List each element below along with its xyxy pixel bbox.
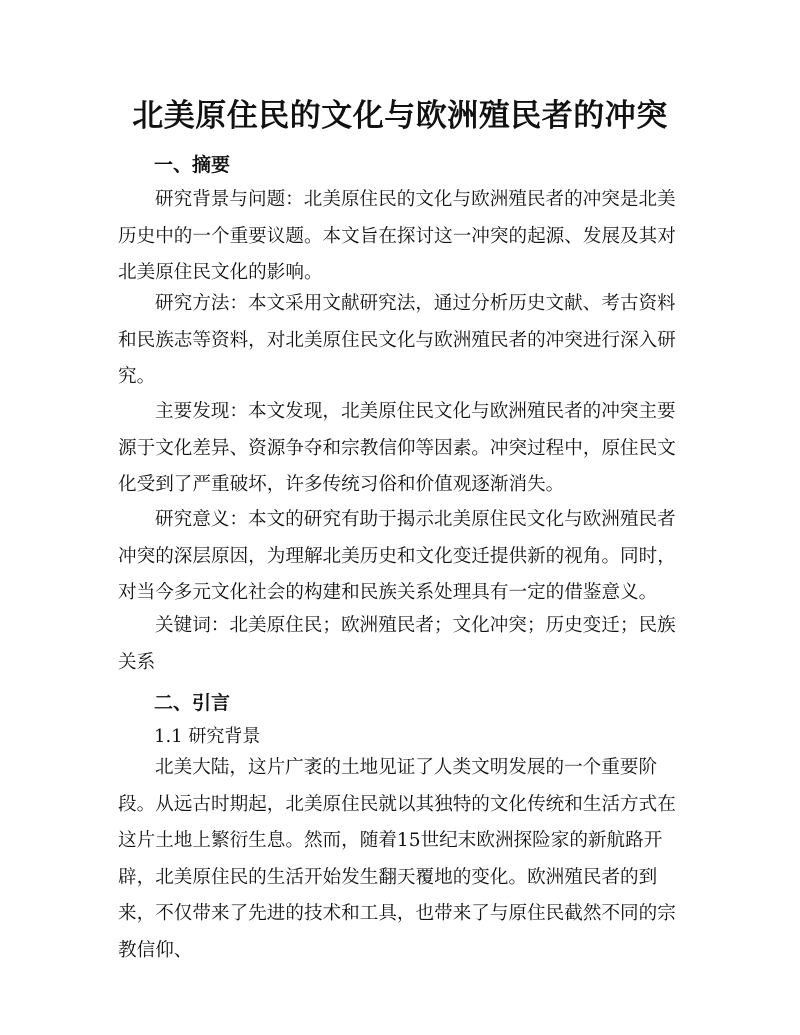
paragraph-keywords: 关键词：北美原住民；欧洲殖民者；文化冲突；历史变迁；民族关系 xyxy=(118,615,676,673)
document-title: 北美原住民的文化与欧洲殖民者的冲突 xyxy=(132,98,668,134)
subsection-heading-background: 1.1 研究背景 xyxy=(154,726,261,747)
section-heading-abstract: 一、摘要 xyxy=(154,154,231,176)
paragraph-findings: 主要发现：本文发现，北美原住民文化与欧洲殖民者的冲突主要源于文化差异、资源争夺和宗教信仰等因素。冲突过程中，原住民文化受到了严重破坏，许多传统习俗和价值观逐渐消失。 xyxy=(118,401,676,495)
section-heading-introduction: 二、引言 xyxy=(154,692,231,714)
paragraph-background: 研究背景与问题：北美原住民的文化与欧洲殖民者的冲突是北美历史中的一个重要议题。本文旨在探讨这一冲突的起源、发展及其对北美原住民文化的影响。 xyxy=(118,189,676,283)
paragraph-introduction: 北美大陆，这片广袤的土地见证了人类文明发展的一个重要阶段。从远古时期起，北美原住民就以其独特的文化传统和生活方式在这片土地上繁衍生息。然而，随着15世纪末欧洲探险家的新航路开辟，北美原住民的生活开始发生翻天覆地的变化。欧洲殖民者的到来，不仅带来了先进的技术和工具，也带来了与原住民截然不同的宗教信仰、 xyxy=(118,757,676,961)
paragraph-significance: 研究意义：本文的研究有助于揭示北美原住民文化与欧洲殖民者冲突的深层原因，为理解北美历史和文化变迁提供新的视角。同时，对当今多元文化社会的构建和民族关系处理具有一定的借鉴意义。 xyxy=(118,509,676,603)
paragraph-methods: 研究方法：本文采用文献研究法，通过分析历史文献、考古资料和民族志等资料，对北美原住民文化与欧洲殖民者的冲突进行深入研究。 xyxy=(118,293,676,387)
